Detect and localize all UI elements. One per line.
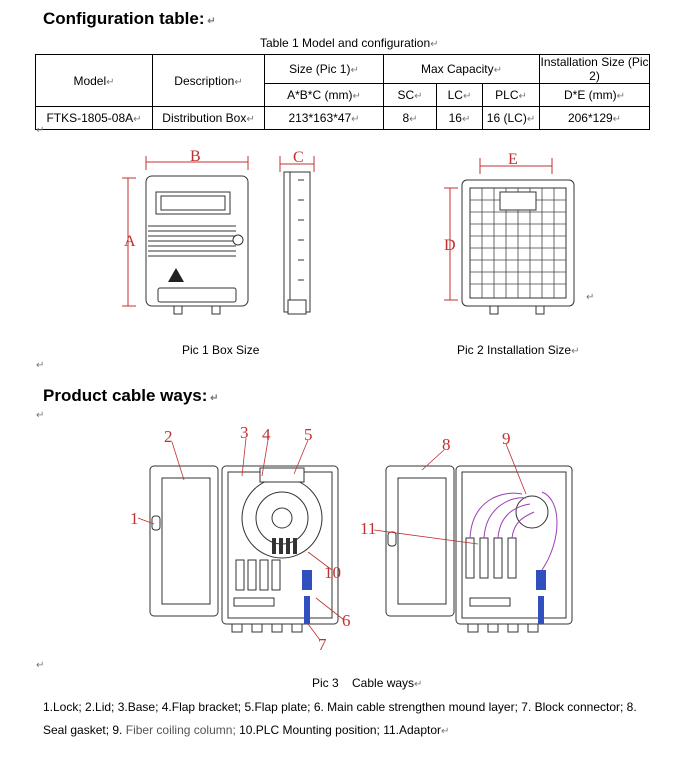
callout-2: 2 xyxy=(164,427,173,446)
header-installation-size: Installation Size (Pic 2) xyxy=(540,55,649,83)
callout-10: 10 xyxy=(324,563,341,582)
dim-c-label: C xyxy=(293,150,304,166)
table-row xyxy=(36,107,650,130)
pic2-installation-drawing xyxy=(440,150,580,318)
dim-a-label: A xyxy=(124,233,136,250)
paragraph-mark: ↵ xyxy=(36,660,45,671)
dim-d-label: D xyxy=(444,237,456,254)
callout-4: 4 xyxy=(262,425,271,444)
callout-7: 7 xyxy=(318,635,327,654)
header-max-capacity: Max Capacity↵ xyxy=(384,55,540,84)
header-size-sub: A*B*C (mm)↵ xyxy=(265,84,384,107)
cell-size: 213*163*47↵ xyxy=(265,107,384,130)
paragraph-mark: ↵ xyxy=(36,125,45,136)
paragraph-mark: ↵ xyxy=(36,360,45,371)
cell-installation: 206*129↵ xyxy=(540,107,650,130)
header-lc: LC↵ xyxy=(437,84,483,107)
paragraph-mark: ↵ xyxy=(36,410,45,421)
cell-lc: 16↵ xyxy=(437,107,483,130)
table-caption: Table 1 Model and configuration↵ xyxy=(260,36,439,50)
header-size: Size (Pic 1)↵ xyxy=(265,55,384,84)
section-heading-configuration: Configuration table: ↵ xyxy=(43,9,216,28)
cell-description: Distribution Box↵ xyxy=(153,107,265,130)
callout-6: 6 xyxy=(342,611,351,630)
dim-b-label: B xyxy=(190,150,201,165)
legend-line-1: 1.Lock; 2.Lid; 3.Base; 4.Flap bracket; 5.Flap plate; 6. Main cable strengthen mound layer; 7. Block connector; 8. xyxy=(43,700,637,714)
callout-1: 1 xyxy=(130,509,139,528)
pic1-box-drawing xyxy=(118,150,338,322)
paragraph-mark: ↵ xyxy=(586,292,595,303)
header-sc: SC↵ xyxy=(384,84,437,107)
table-header-row xyxy=(36,55,650,84)
pic2-caption: Pic 2 Installation Size↵ xyxy=(457,343,580,357)
section-heading-cable-ways: Product cable ways: ↵ xyxy=(43,386,219,405)
callout-9: 9 xyxy=(502,429,511,448)
pic3-cable-ways-drawing xyxy=(122,420,652,655)
legend-line-2: Seal gasket; 9. Fiber coiling column; 10.PLC Mounting position; 11.Adaptor↵ xyxy=(43,723,450,737)
callout-5: 5 xyxy=(304,425,313,444)
header-model: Model↵ xyxy=(36,55,153,107)
callout-8: 8 xyxy=(442,435,451,454)
pic1-caption: Pic 1 Box Size xyxy=(182,343,260,357)
pic3-caption: Pic 3 Cable ways↵ xyxy=(312,676,423,690)
callout-3: 3 xyxy=(240,423,249,442)
cell-sc: 8↵ xyxy=(384,107,437,130)
cell-model: FTKS-1805-08A↵ xyxy=(36,107,153,130)
callout-11: 11 xyxy=(360,519,377,538)
header-installation-sub: D*E (mm)↵ xyxy=(540,84,650,107)
header-plc: PLC↵ xyxy=(483,84,540,107)
header-description: Description↵ xyxy=(153,55,265,107)
dim-e-label: E xyxy=(508,151,518,168)
configuration-table xyxy=(35,54,650,130)
cell-plc: 16 (LC)↵ xyxy=(483,107,540,130)
